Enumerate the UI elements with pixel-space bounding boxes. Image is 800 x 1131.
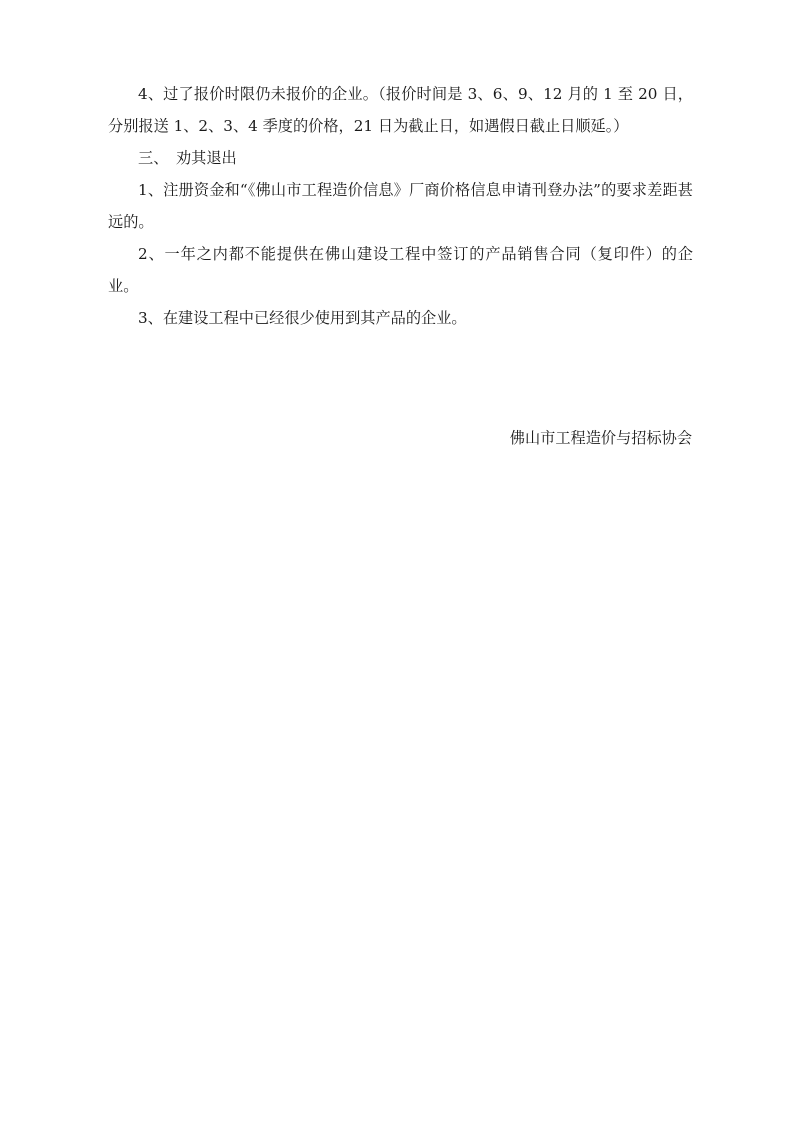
- section-heading-3: 三、 劝其退出: [138, 149, 237, 167]
- signature-organization: 佛山市工程造价与招标协会: [509, 429, 692, 447]
- paragraph-item-1: 1、注册资金和“《佛山市工程造价信息》厂商价格信息申请刊登办法”的要求差距甚远的。: [108, 181, 693, 231]
- paragraph-item-4: 4、过了报价时限仍未报价的企业。（报价时间是 3、6、9、12 月的 1 至 20 日，分别报送 1、2、3、4 季度的价格，21 日为截止日，如遇假日截止日顺延。）: [108, 85, 693, 135]
- paragraph-item-3: 3、在建设工程中已经很少使用到其产品的企业。: [138, 309, 467, 327]
- paragraph-item-2: 2、一年之内都不能提供在佛山建设工程中签订的产品销售合同（复印件）的企业。: [108, 245, 693, 295]
